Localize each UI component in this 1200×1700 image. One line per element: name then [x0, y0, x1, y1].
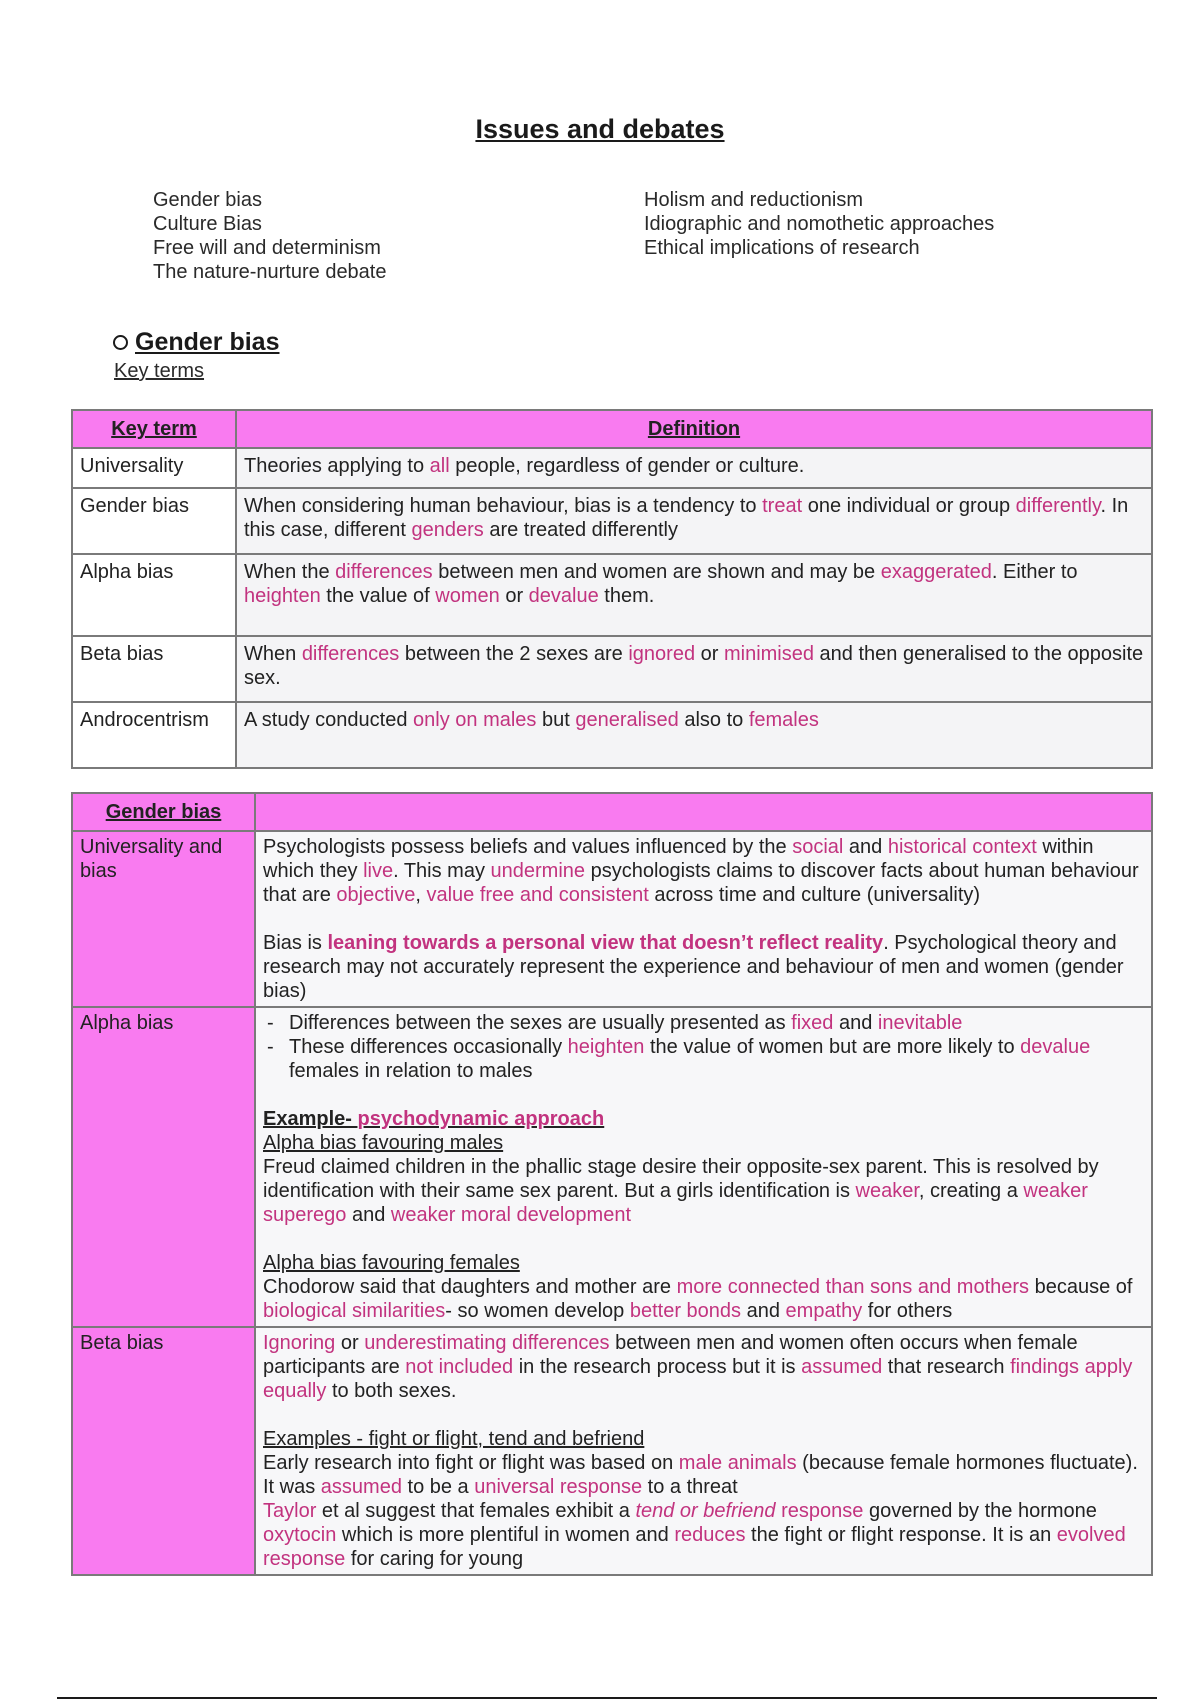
header-empty — [255, 793, 1152, 831]
table-row — [72, 831, 1152, 1007]
key-terms-subheading: Key terms — [114, 360, 205, 382]
topic-item: Free will and determinism — [153, 237, 381, 259]
row-label-universality: Universality and bias — [72, 831, 255, 1007]
highlight-text: objective — [336, 884, 416, 906]
list-item: - These differences occasionally heighten the value of women but are more likely to devalue females in relation to males — [263, 1035, 1144, 1083]
highlight-text: fixed — [791, 1012, 834, 1034]
topic-item: Holism and reductionism — [644, 189, 863, 211]
highlight-text: genders — [411, 519, 484, 541]
term-cell: Beta bias — [72, 636, 236, 702]
header-gender-bias: Gender bias — [72, 793, 255, 831]
highlight-text: more connected than sons and mothers — [676, 1276, 1030, 1298]
highlight-text: undermine — [490, 860, 586, 882]
topic-item: Ethical implications of research — [644, 237, 920, 259]
highlight-text: all — [429, 455, 450, 477]
highlight-text: empathy — [785, 1300, 863, 1322]
highlight-text: findings apply equally — [263, 1356, 1133, 1402]
row-label-alpha: Alpha bias — [72, 1007, 255, 1327]
table-row — [72, 1007, 1152, 1327]
definition-cell: When differences between the 2 sexes are ignored or minimised and then generalised to the opposite sex. — [236, 636, 1152, 702]
gender-bias-table — [71, 792, 1153, 1576]
footer-divider — [57, 1697, 1157, 1699]
highlight-text: value free and consistent — [426, 884, 649, 906]
highlight-text: male animals — [678, 1452, 797, 1474]
topic-list-right — [644, 188, 994, 260]
highlight-text: assumed — [320, 1476, 402, 1498]
topic-item: Gender bias — [153, 189, 262, 211]
highlight-text: differences — [301, 643, 400, 665]
row-label-beta: Beta bias — [72, 1327, 255, 1575]
highlight-text: minimised — [723, 643, 814, 665]
section-heading — [113, 328, 280, 357]
topic-item: Culture Bias — [153, 213, 262, 235]
table-row — [72, 554, 1152, 636]
highlight-text: weaker — [855, 1180, 919, 1202]
highlight-text: Ignoring — [263, 1332, 336, 1354]
definition-cell: A study conducted only on males but generalised also to females — [236, 702, 1152, 768]
highlight-text: treat — [762, 495, 803, 517]
highlight-text: weaker superego — [263, 1180, 1088, 1226]
topic-item: Idiographic and nomothetic approaches — [644, 213, 995, 235]
header-key-term: Key term — [72, 410, 236, 448]
topic-item: The nature-nurture debate — [153, 261, 387, 283]
highlight-text: assumed — [801, 1356, 883, 1378]
row-content-alpha: - Differences between the sexes are usually presented as fixed and inevitable - These differences occasionally heighten the value of women but are more likely to devalue females in relation to males Example- psychodynamic approach Alpha bias favouring males Freud claimed children in the phallic stage desire their opposite-sex parent. This is resolved by identification with their same sex parent. But a girls identification is weaker, creating a weaker superego and weaker moral development Alpha bias favouring females Chodorow said that daughters and mother are more connected than sons and mothers because of biological similarities- so women develop better bonds and empathy for others — [255, 1007, 1152, 1327]
highlight-text: differently — [1015, 495, 1101, 517]
table-row — [72, 488, 1152, 554]
table-row — [72, 1327, 1152, 1575]
highlight-text: differences — [335, 561, 433, 583]
highlight-text: weaker moral development — [390, 1204, 632, 1226]
key-terms-table — [71, 409, 1153, 769]
row-content-universality: Psychologists possess beliefs and values influenced by the social and historical context within which they live. This may undermine psychologists claims to discover facts about human behaviour that are objective, value free and consistent across time and culture (universality) Bias is leaning towards a personal view that doesn’t reflect reality. Psychological theory and research may not accurately represent the experience and behaviour of men and women (gender bias) — [255, 831, 1152, 1007]
highlight-text: exaggerated — [880, 561, 992, 583]
table-header-row — [72, 410, 1152, 448]
highlight-text: heighten — [244, 585, 321, 607]
highlight-text: devalue — [528, 585, 599, 607]
header-definition: Definition — [236, 410, 1152, 448]
highlight-text: inevitable — [877, 1012, 963, 1034]
document-title: Issues and debates — [475, 114, 725, 144]
table-row — [72, 702, 1152, 768]
highlight-text: heighten — [567, 1036, 645, 1058]
highlight-text: ignored — [628, 643, 696, 665]
highlight-text: not included — [405, 1356, 514, 1378]
term-cell: Androcentrism — [72, 702, 236, 768]
topic-list-left — [153, 188, 387, 284]
highlight-text: universal response — [474, 1476, 643, 1498]
bullet-circle-icon — [113, 335, 128, 350]
highlight-text: generalised — [575, 709, 679, 731]
section-heading-text: Gender bias — [135, 328, 280, 356]
term-cell: Alpha bias — [72, 554, 236, 636]
table-row — [72, 448, 1152, 488]
highlight-text: women — [435, 585, 500, 607]
table-row — [72, 636, 1152, 702]
definition-cell: Theories applying to all people, regardless of gender or culture. — [236, 448, 1152, 488]
highlight-text: live — [363, 860, 394, 882]
term-cell: Universality — [72, 448, 236, 488]
highlight-text: devalue — [1020, 1036, 1091, 1058]
highlight-text: biological similarities — [263, 1300, 446, 1322]
highlight-text: underestimating differences — [364, 1332, 610, 1354]
definition-cell: When the differences between men and women are shown and may be exaggerated. Either to heighten the value of women or devalue them. — [236, 554, 1152, 636]
highlight-text: better bonds — [629, 1300, 742, 1322]
list-item: - Differences between the sexes are usually presented as fixed and inevitable — [263, 1011, 1144, 1035]
highlight-text: social — [792, 836, 844, 858]
highlight-text: females — [748, 709, 819, 731]
definition-cell: When considering human behaviour, bias is a tendency to treat one individual or group differently. In this case, different genders are treated differently — [236, 488, 1152, 554]
table-header-row — [72, 793, 1152, 831]
term-cell: Gender bias — [72, 488, 236, 554]
row-content-beta: Ignoring or underestimating differences between men and women often occurs when female participants are not included in the research process but it is assumed that research findings apply equally to both sexes. Examples - fight or flight, tend and befriend Early research into fight or flight was based on male animals (because female hormones fluctuate). It was assumed to be a universal response to a threat Taylor et al suggest that females exhibit a tend or befriend response governed by the hormone oxytocin which is more plentiful in women and reduces the fight or flight response. It is an evolved response for caring for young — [255, 1327, 1152, 1575]
highlight-text: only on males — [413, 709, 537, 731]
highlight-text: historical context — [887, 836, 1037, 858]
